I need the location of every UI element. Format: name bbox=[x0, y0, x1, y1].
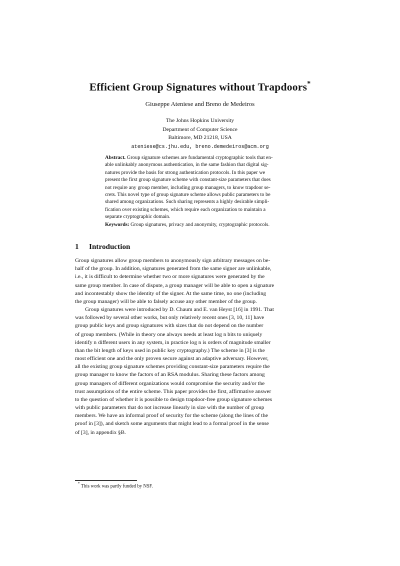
abstract-line: not require any group member, including group managers, to know trapdoor se- bbox=[105, 184, 271, 191]
affiliation-line: The Johns Hopkins University bbox=[165, 118, 235, 124]
section-number: 1 bbox=[75, 242, 79, 251]
body-line: trust assumptions of the entire scheme. This paper provides the first, affirmative answer bbox=[75, 388, 272, 395]
section-title: Introduction bbox=[89, 242, 131, 251]
keywords-label: Keywords: bbox=[105, 221, 130, 228]
abstract-line: shared among organizations. Such sharing represents a highly desirable simpli- bbox=[105, 199, 270, 206]
author-emails: ateniese@cs.jhu.edu, breno.demedeiros@acm.org bbox=[131, 143, 269, 150]
body-line: identify n different users in any system, in practice log n is orders of magnitude smaller bbox=[75, 339, 271, 346]
footnote-mark: * bbox=[78, 482, 80, 486]
abstract-line: Abstract. Group signature schemes are fundamental cryptographic tools that en- bbox=[105, 155, 273, 161]
body-line: proof in [3]), and sketch some arguments that might lead to a formal proof in the sense bbox=[75, 421, 269, 428]
abstract-line: crets. This novel type of group signature scheme allows public parameters to be bbox=[105, 192, 271, 199]
body-line: with public parameters that do not increase linearly in size with the number of group bbox=[75, 405, 265, 412]
footnote bbox=[78, 482, 153, 490]
body-line: group public keys and group signatures with sizes that do not depend on the number bbox=[75, 323, 264, 330]
body-line: same group member. In case of dispute, a group manager will be able to open a signature bbox=[75, 282, 275, 289]
affiliation-line: Baltimore, MD 21218, USA bbox=[168, 135, 232, 142]
body-line: was followed by several other works, but only relatively recent ones [3, 10, 11] have bbox=[75, 315, 265, 322]
affiliation bbox=[0, 117, 400, 151]
body-line: Group signatures were introduced by D. Chaum and E. van Heyst [16] in 1991. That bbox=[85, 307, 274, 314]
affiliation-line: Department of Computer Science bbox=[162, 126, 238, 133]
body-line: most efficient one and the only proven secure against an adaptive adversary. However, bbox=[75, 356, 269, 363]
body-line: members. We have an informal proof of security for the scheme (along the lines of the bbox=[75, 413, 268, 420]
authors: Giuseppe Ateniese and Breno de Medeiros bbox=[145, 101, 255, 108]
body-line: group manager to know the factors of an RSA modulus. Sharing these factors among bbox=[75, 372, 265, 379]
footnote-text: This work was partly funded by NSF. bbox=[80, 484, 153, 490]
keywords-line bbox=[105, 222, 304, 229]
body-line: all the existing group signature schemes providing constant-size parameters require the bbox=[75, 364, 270, 371]
body-line: to the question of whether it is possible to design trapdoor-free group signature schemes bbox=[75, 396, 273, 403]
body-line: than the bit length of keys used in public key cryptography.) The scheme in [3] is the bbox=[75, 347, 265, 354]
body-line: of group members. (While in theory one always needs at least log n bits to uniquely bbox=[75, 331, 263, 338]
abstract-label: Abstract. bbox=[105, 155, 126, 161]
keywords: Group signatures, privacy and anonymity, cryptographic protocols. bbox=[130, 221, 270, 228]
body-line: of [3], in appendix §B. bbox=[75, 429, 126, 436]
body-line: half of the group. In addition, signatures generated from the same signer are unlinkable, bbox=[75, 266, 272, 273]
body-line: group managers of different organizations would compromise the security and/or the bbox=[75, 380, 265, 387]
title-footnote-mark: * bbox=[307, 80, 311, 88]
section-heading bbox=[75, 242, 130, 251]
abstract-line: present the first group signature scheme with constant-size parameters that does bbox=[105, 177, 271, 184]
abstract-line: fication over existing schemes, which require each organization to maintain a bbox=[105, 206, 266, 213]
body-line: Group signatures allow group members to anonymously sign arbitrary messages on be- bbox=[75, 258, 271, 264]
body-text bbox=[75, 257, 327, 437]
paper-title: Efficient Group Signatures without Trapdoors* bbox=[89, 80, 311, 94]
abstract-line: natures provide the basis for strong authentication protocols. In this paper we bbox=[105, 169, 266, 176]
abstract-line: separate cryptographic domain. bbox=[105, 214, 171, 221]
body-line: i.e., it is difficult to determine whether two or more signatures were generated by the bbox=[75, 274, 265, 281]
abstract bbox=[105, 155, 304, 229]
abstract-line: able unlinkably anonymous authentication, in the same fashion that digital sig- bbox=[105, 162, 269, 169]
body-line: and incontestably show the identity of the signer. At the same time, no one (including bbox=[75, 290, 267, 297]
body-line: the group manager) will be able to falsely accuse any other member of the group. bbox=[75, 298, 257, 305]
footnote-divider bbox=[75, 480, 137, 481]
